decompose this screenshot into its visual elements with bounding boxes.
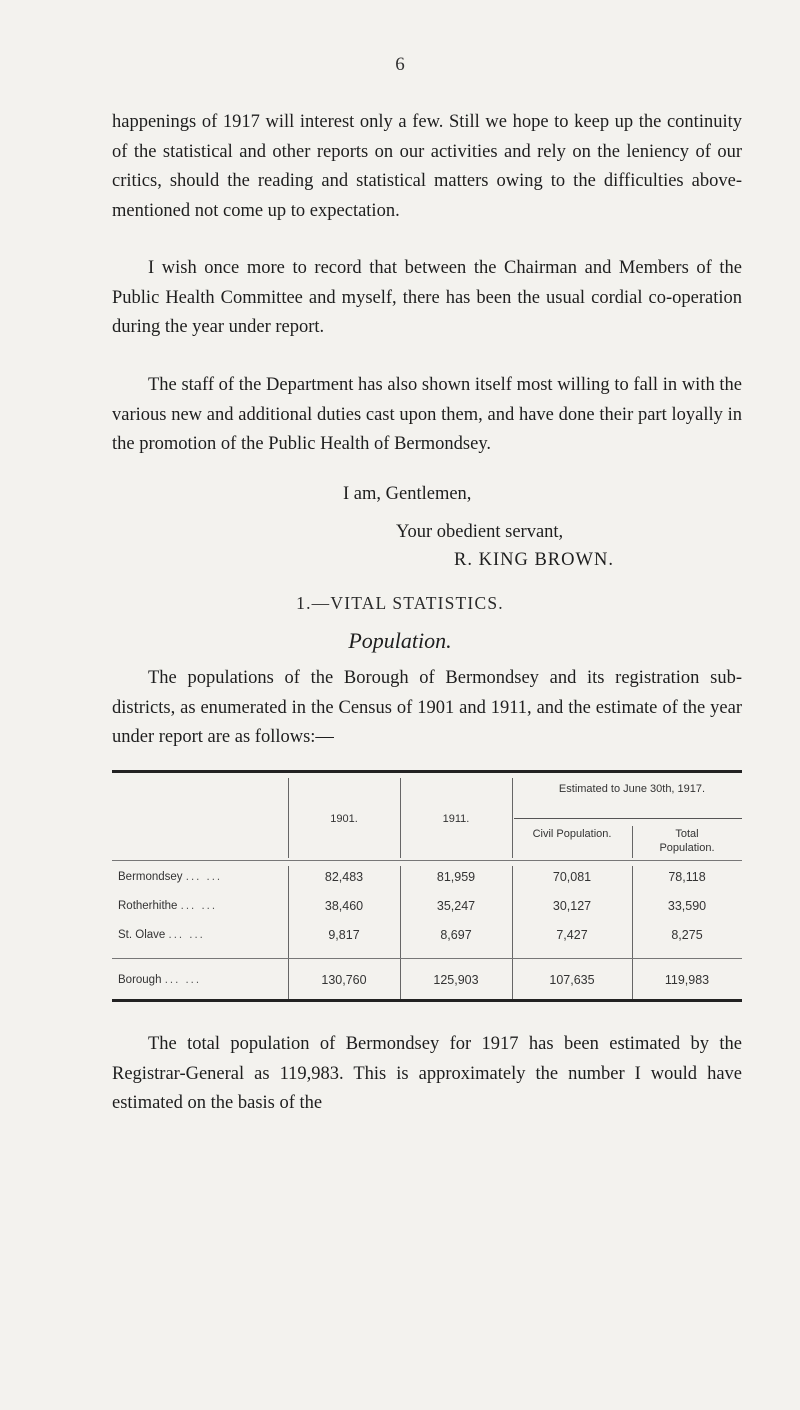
section-heading: 1.—VITAL STATISTICS. xyxy=(296,593,504,613)
row-dots: ... ... xyxy=(185,871,223,883)
salutation: I am, Gentlemen, xyxy=(343,484,472,504)
population-table xyxy=(112,770,742,1002)
table-divider xyxy=(288,866,289,1002)
cell-civil: 7,427 xyxy=(556,928,588,942)
table-divider xyxy=(632,826,633,858)
cell-1901: 82,483 xyxy=(324,870,364,884)
population-intro-block xyxy=(112,664,742,753)
row-dots: ... ... xyxy=(164,974,202,986)
table-row-label xyxy=(118,974,278,986)
cell-1911: 8,697 xyxy=(440,928,472,942)
table-row-label xyxy=(118,929,278,941)
page-number: 6 xyxy=(395,54,405,75)
cell-civil: 70,081 xyxy=(552,870,592,884)
paragraph-2: I wish once more to record that between the Chairman and Members of the Public Health Committee and myself, there has been the usual cordial co-operation during the year under report. xyxy=(112,258,742,337)
header-split-rule xyxy=(514,818,742,819)
row-dots: ... ... xyxy=(168,929,205,941)
staff-paragraph-block xyxy=(112,371,742,460)
row-name: Borough xyxy=(118,974,162,986)
header-1911: 1911. xyxy=(442,813,470,825)
header-1901: 1901. xyxy=(330,813,358,825)
total-population-block xyxy=(112,1030,742,1119)
cell-total: 78,118 xyxy=(668,870,706,884)
cell-1901: 38,460 xyxy=(324,899,364,913)
paragraph-4: The populations of the Borough of Bermondsey and its registration sub-districts, as enumerated in the Census of 1901 and 1911, and the estimate of the year under report are as follows:— xyxy=(112,668,742,747)
cooperation-paragraph-block xyxy=(112,254,742,343)
paragraph-5: The total population of Bermondsey for 1917 has been estimated by the Registrar-General as 119,983. This is approximately the number I would have estimated on the basis of the xyxy=(112,1034,742,1113)
header-estimated: Estimated to June 30th, 1917. xyxy=(558,783,706,795)
valediction: Your obedient servant, xyxy=(396,522,564,542)
cell-1911: 125,903 xyxy=(433,973,479,987)
table-divider xyxy=(512,778,513,858)
cell-total: 8,275 xyxy=(671,928,703,942)
row-name: Rotherhithe xyxy=(118,900,178,912)
table-divider xyxy=(632,866,633,1002)
row-dots: ... ... xyxy=(180,900,218,912)
table-divider xyxy=(400,866,401,1002)
table-row-label xyxy=(118,900,278,912)
table-top-rule xyxy=(112,770,742,773)
cell-total: 33,590 xyxy=(667,899,707,913)
cell-civil: 107,635 xyxy=(549,973,595,987)
cell-1901: 9,817 xyxy=(328,928,360,942)
row-name: St. Olave xyxy=(118,929,166,941)
intro-paragraph-block xyxy=(112,108,742,226)
cell-civil: 30,127 xyxy=(552,899,592,913)
table-bottom-rule xyxy=(112,999,742,1002)
header-bottom-rule xyxy=(112,860,742,861)
cell-1911: 81,959 xyxy=(436,870,476,884)
signature: R. KING BROWN. xyxy=(454,550,614,570)
table-divider xyxy=(512,866,513,1002)
cell-total: 119,983 xyxy=(664,973,710,987)
cell-1911: 35,247 xyxy=(436,899,476,913)
header-total: Total Population. xyxy=(659,828,715,854)
row-name: Bermondsey xyxy=(118,871,183,883)
header-civil: Civil Population. xyxy=(532,828,612,840)
paragraph-1: happenings of 1917 will interest only a few. Still we hope to keep up the continuity of the statistical and other reports on our activities and rely on the leniency of our critics, should the reading and statistical matters owing to the difficulties above-mentioned not come up to expectation. xyxy=(112,112,742,221)
subheading: Population. xyxy=(348,628,452,653)
total-separator-rule xyxy=(112,958,742,959)
table-row-label xyxy=(118,871,278,883)
cell-1901: 130,760 xyxy=(321,973,367,987)
paragraph-3: The staff of the Department has also shown itself most willing to fall in with the various new and additional duties cast upon them, and have done their part loyally in the promotion of the Public Health of Bermondsey. xyxy=(112,375,742,454)
